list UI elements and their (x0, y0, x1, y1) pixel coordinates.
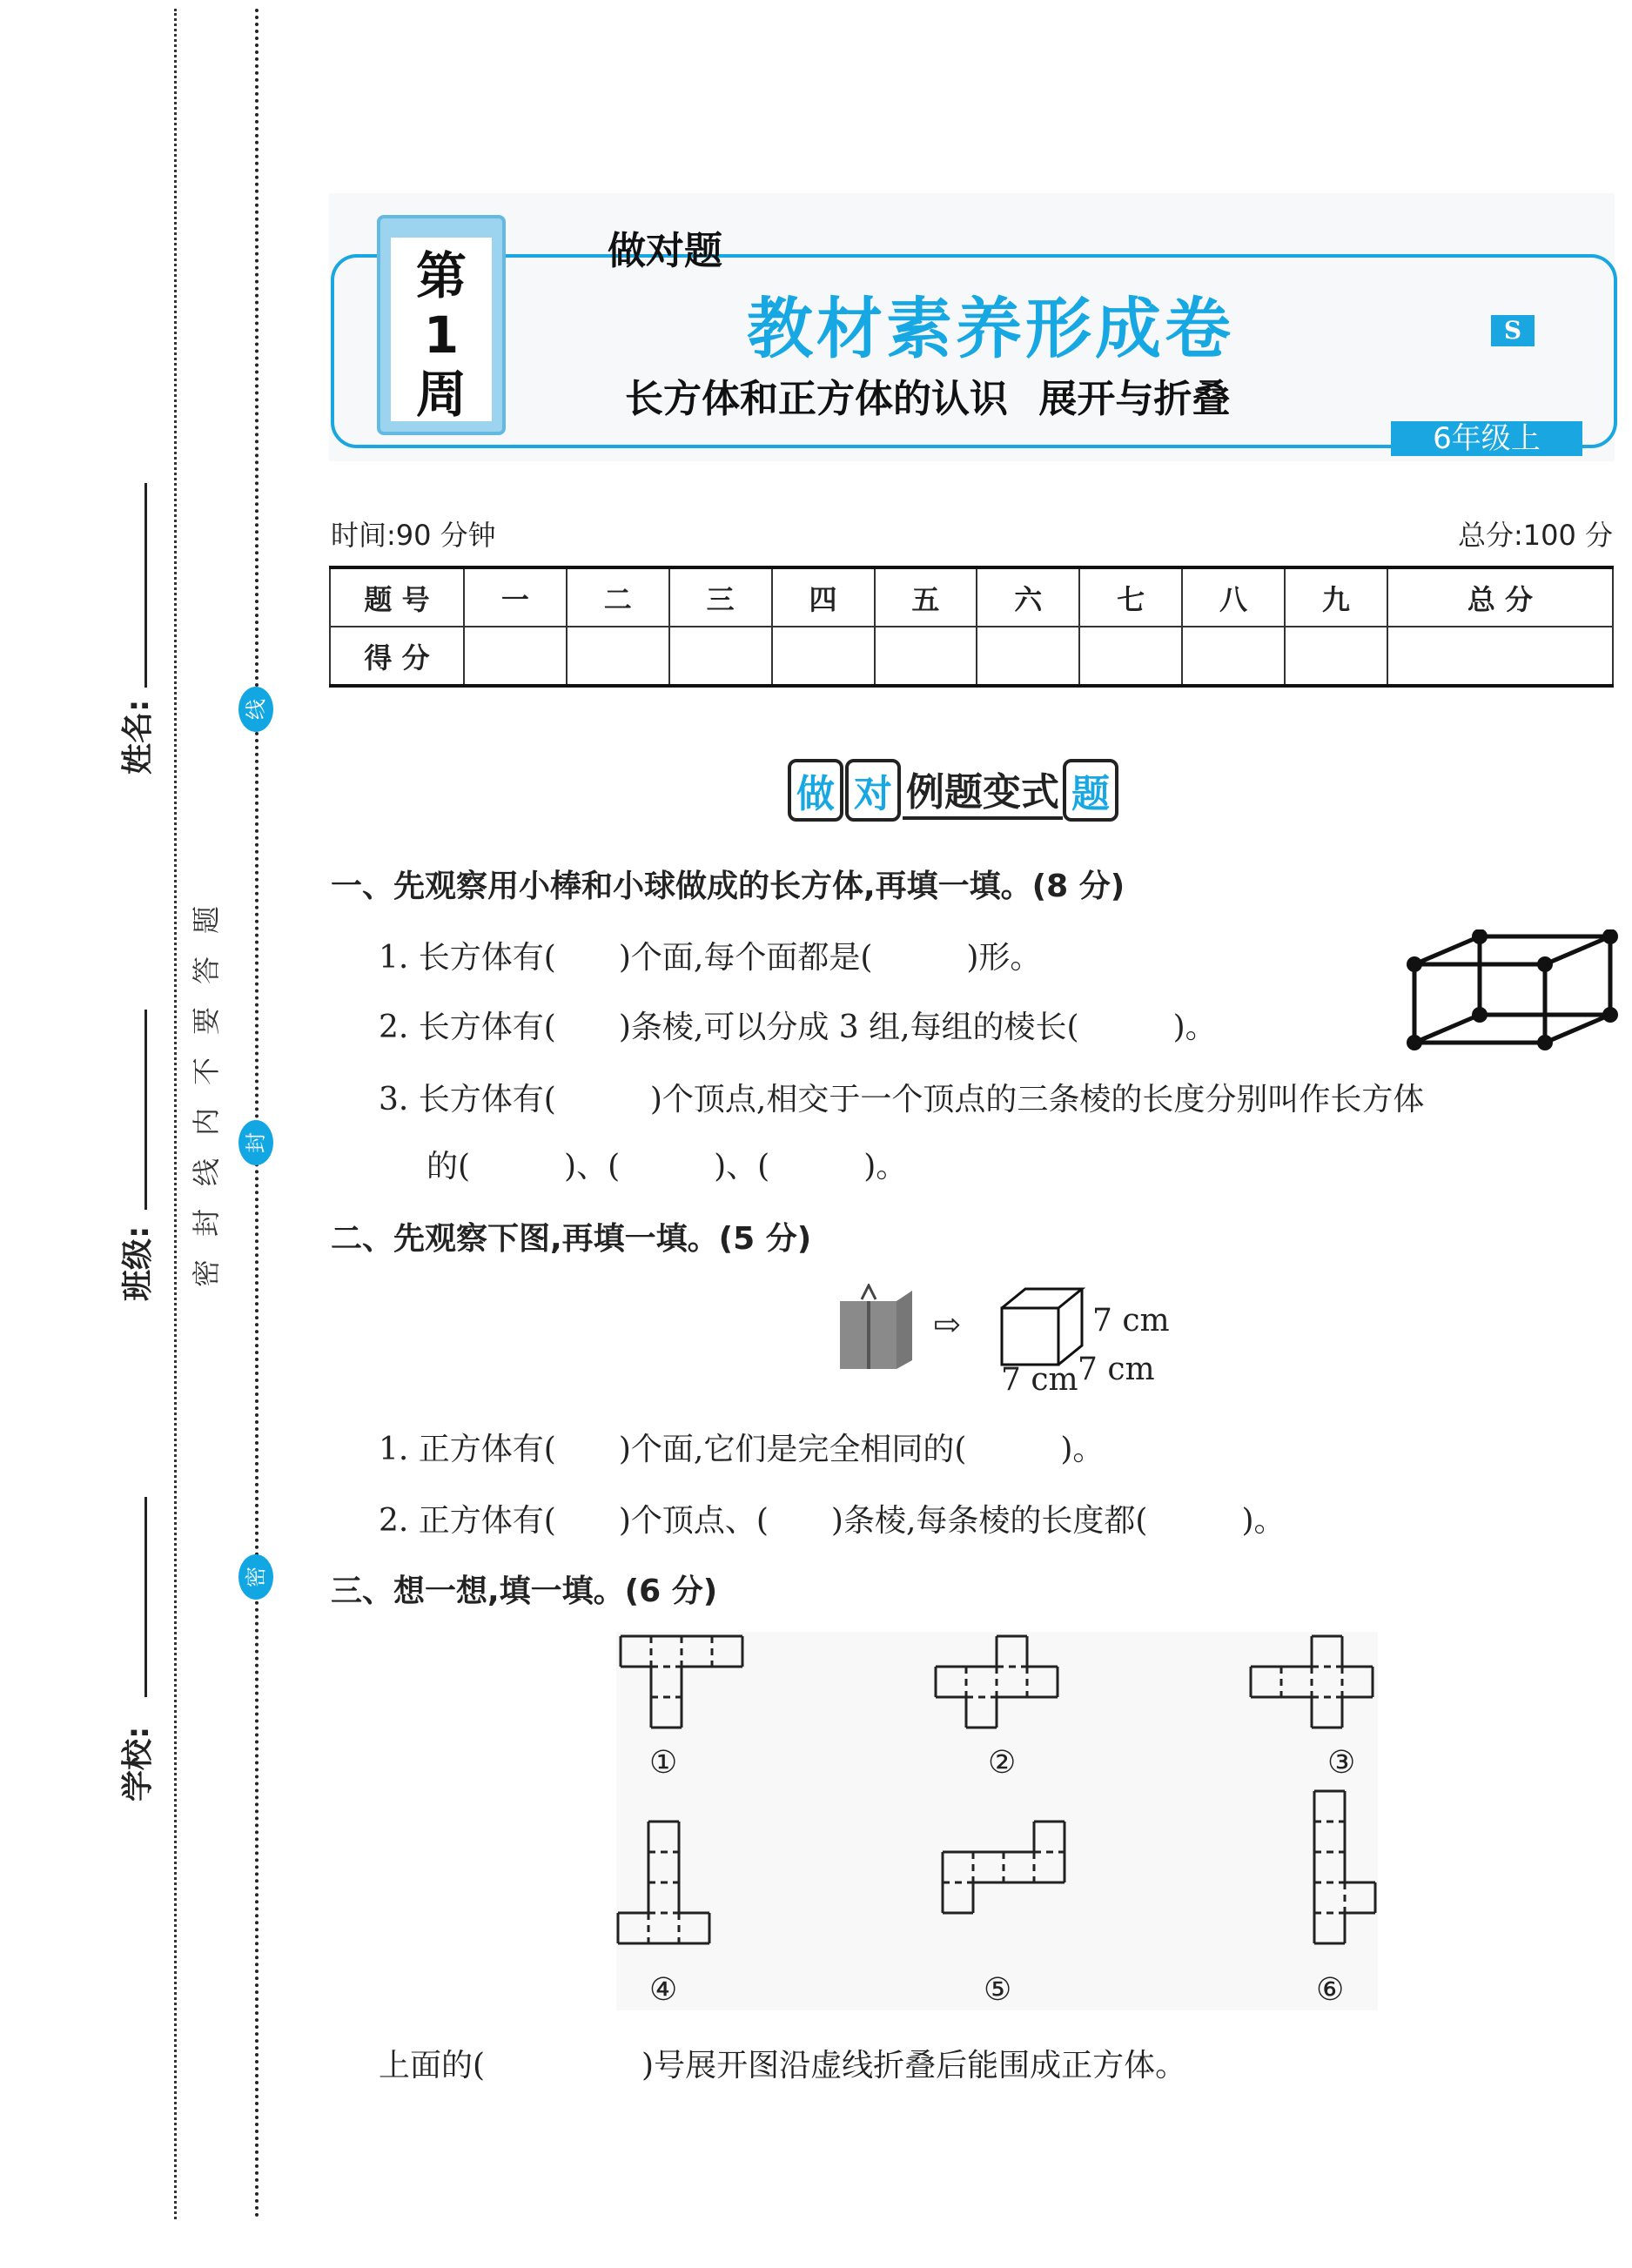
arrow-icon: ⇨ (933, 1305, 961, 1344)
name-label: 姓名: (120, 699, 156, 775)
seal-badge-secret: 密 (238, 1554, 273, 1600)
grade-badge: 6年级上 (1391, 421, 1582, 456)
question-2-2: 2. 正方体有( )个顶点、( )条棱,每条棱的长度都( )。 (379, 1503, 1286, 1539)
school-label: 学校: (120, 1726, 156, 1802)
cube-width-label: 7 cm (1078, 1352, 1155, 1387)
cube-length-label: 7 cm (1001, 1362, 1078, 1398)
cube-net-6 (1314, 1791, 1375, 1943)
class-label: 班级: (120, 1225, 156, 1301)
seal-badge-line: 线 (238, 687, 273, 732)
seal-badge-seal: 封 (238, 1120, 273, 1165)
page-title: 教材素养形成卷 (747, 290, 1234, 367)
table-header-cell: 一 (464, 567, 567, 627)
net-label-1: ① (649, 1745, 678, 1781)
table-header-cell: 总 分 (1387, 567, 1613, 627)
total-score: 总分:100 分 (1457, 519, 1613, 552)
question-2-1: 1. 正方体有( )个面,它们是完全相同的( )。 (379, 1432, 1105, 1467)
page-subtitle: 长方体和正方体的认识 展开与折叠 (625, 377, 1231, 421)
section1-heading: 一、先观察用小棒和小球做成的长方体,再填一填。(8 分) (331, 869, 1125, 904)
net-label-2: ② (988, 1745, 1017, 1781)
table-header-cell: 六 (977, 567, 1079, 627)
score-row-label: 得 分 (330, 627, 464, 686)
week-clipboard: 第 1 周 (377, 215, 506, 435)
net-label-4: ④ (649, 1972, 678, 2008)
table-header-cell: 八 (1182, 567, 1285, 627)
table-header-cell: 三 (669, 567, 772, 627)
table-header-cell: 题 号 (330, 567, 464, 627)
section-logo: 做 对 例题变式 题 (788, 755, 1120, 825)
cube-net-2 (936, 1636, 1058, 1728)
table-header-cell: 四 (772, 567, 875, 627)
cube-net-4 (618, 1822, 709, 1943)
question-1-3-cont: 的( )、( )、( )。 (426, 1149, 908, 1184)
question-1-2: 2. 长方体有( )条棱,可以分成 3 组,每组的棱长( )。 (379, 1010, 1217, 1045)
net-label-6: ⑥ (1316, 1972, 1345, 2008)
cube-net-5 (943, 1822, 1064, 1913)
table-header-cell: 九 (1285, 567, 1387, 627)
net-label-5: ⑤ (984, 1972, 1012, 2008)
tag-badge: S (1491, 315, 1535, 346)
question-1-3: 3. 长方体有( )个顶点,相交于一个顶点的三条棱的长度分别叫作长方体 (379, 1082, 1425, 1117)
table-header-cell: 七 (1079, 567, 1182, 627)
section2-heading: 二、先观察下图,再填一填。(5 分) (331, 1221, 812, 1257)
cube-net-3 (1251, 1636, 1373, 1728)
net-label-3: ③ (1327, 1745, 1356, 1781)
cube-net-1 (621, 1636, 742, 1728)
section3-heading: 三、想一想,填一填。(6 分) (331, 1574, 718, 1609)
table-header-cell: 二 (567, 567, 669, 627)
table-header-cell: 五 (875, 567, 977, 627)
question-1-1: 1. 长方体有( )个面,每个面都是( )形。 (379, 940, 1042, 976)
time-limit: 时间:90 分钟 (331, 519, 496, 552)
brand-label: 做对题 (608, 229, 722, 273)
seal-warning: 密封线内不要答题 (191, 905, 242, 1292)
cube-height-label: 7 cm (1092, 1303, 1170, 1339)
question-3: 上面的( )号展开图沿虚线折叠后能围成正方体。 (379, 2048, 1187, 2083)
